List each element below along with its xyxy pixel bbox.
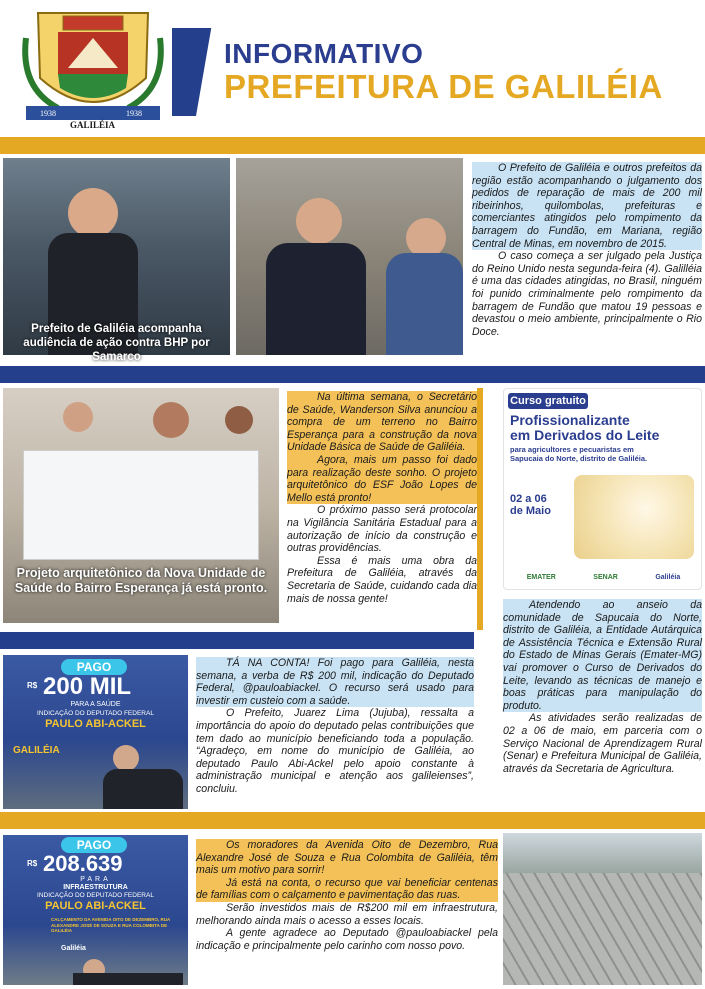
paid-badge: PAGO (61, 837, 127, 853)
course-title-line1: Profissionalizante (510, 412, 630, 428)
purpose-prefix: PARA (80, 876, 111, 883)
article-infra-p2: Já está na conta, o recurso que vai beneficiar centenas de famílias com o calçamento e pavimentação das ruas. (196, 876, 498, 902)
article-dairy-p2: As atividades serão realizadas de 02 a 06 de maio, em parceria com o Serviço Nacional de Aprendizagem Rural (Senar) e Prefeitura Municipal de Galiléia, através da Secretaria de Agricultura. (503, 712, 702, 775)
header-title-line2: PREFEITURA DE GALILÉIA (224, 68, 663, 105)
divider-bar-blue (0, 366, 705, 383)
photo-caption: Projeto arquitetônico da Nova Unidade de Saúde do Bairro Esperança já está pronto. (14, 566, 268, 595)
brand-name: Galiléia (61, 945, 86, 952)
logo-galileia: Galiléia (655, 573, 681, 581)
purpose-line: INFRAESTRUTURA (63, 884, 128, 891)
photo-paved-street (503, 833, 702, 985)
article-health-p1: Na última semana, o Secretário de Saúde, Wanderson Silva anunciou a compra de um terreno no Bairro Esperança para a construção da nova Unidade Básica de Saúde de Galiléia. (287, 391, 477, 454)
divider-bar-blue-short (0, 632, 474, 649)
article-dairy-p1: Atendendo ao anseio da comunidade de Sapucaia do Norte, distrito de Galiléia, a Entidade Autárquica de Assistência Técnica e Extensão Rural do Estado de Minas Gerais (Emater-MG) vai promover o Curso de Derivados do Leite, levando as técnicas de manejo e boas práticas para manipulação do produto. (503, 599, 702, 712)
course-title-line2: em Derivados do Leite (510, 427, 660, 443)
paid-badge: PAGO (61, 659, 127, 675)
course-sponsor-logos (508, 567, 699, 587)
divider-bar-gold (0, 137, 705, 154)
indication-line: INDICAÇÃO DO DEPUTADO FEDERAL (37, 892, 154, 899)
course-flyer (503, 388, 702, 590)
article-health-p2: Agora, mais um passo foi dado para realização deste sonho. O projeto arquitetônico do ESF João Lopes de Mello está pronto! (287, 453, 477, 504)
course-dates-line2: de Maio (510, 505, 551, 517)
photo-mayors-courtroom (236, 158, 463, 355)
article-health-payment (196, 657, 474, 796)
crest-ribbon: GALILÉIA (70, 120, 116, 130)
article-samarco (472, 162, 702, 338)
photo-caption: Prefeito de Galiléia acompanha audiência de ação contra BHP por Samarco (23, 323, 210, 363)
amount-prefix: R$ (27, 681, 38, 690)
divider-bar-gold-bottom (0, 812, 705, 829)
crest-year-right: 1938 (126, 109, 142, 118)
dairy-products-image (574, 475, 694, 559)
deputy-name: PAULO ABI-ACKEL (45, 900, 146, 912)
article-dairy-course (503, 599, 702, 775)
article-health-p3: O próximo passo será protocolar na Vigilância Sanitária Estadual para a autorização de início da construção e outras providências. (287, 504, 477, 555)
indication-line: INDICAÇÃO DO DEPUTADO FEDERAL (37, 710, 154, 717)
divider-vertical-gold (477, 388, 483, 630)
article-infra-p1: Os moradores da Avenida Oito de Dezembro, Rua Alexandre José de Souza e Rua Colombita de Galiléia, têm mais um motivo para sorrir! (196, 839, 498, 877)
photo-health-project (3, 388, 279, 623)
article-infra-p3: Serão investidos mais de R$200 mil em infraestrutura, melhorando ainda mais o acesso a esses locais. (196, 901, 498, 927)
purpose-line: PARA A SAÚDE (70, 701, 121, 708)
photo-mayor-hearing (3, 158, 230, 363)
amount-prefix: R$ (27, 859, 38, 868)
street-note: CALÇAMENTO DA AVENIDA OITO DE DEZEMBRO, RUA ALEXANDRE JOSÉ DE SOUZA E RUA COLOMBITA DE GALILÉIA (51, 917, 171, 933)
article-samarco-p2: O caso começa a ser julgado pela Justiça do Reino Unido nesta segunda-feira (4). Galilléia é uma das cidades atingidas, no Brasil, ninguém foi punido criminalmente pelo rompimento da barragem de Fundão que matou 19 pessoas e devastou o meio ambiente, principalmente o Rio Doce. (472, 250, 702, 338)
logo-senar: SENAR (593, 573, 618, 581)
article-samarco-p1: O Prefeito de Galiléia e outros prefeitos da região estão acompanhando o julgamento dos pedidos de reparação de mais de 200 mil ribeirinhos, quilombolas, prefeituras e comerciantes atingidos pelo rompimento da barragem do Fundão, em Mariana, região Central de Minas, em novembro de 2015. (472, 162, 702, 250)
amount-value: 200 MIL (43, 673, 132, 700)
article-infra-p4: A gente agradece ao Deputado @pauloabiackel pela indicação e principalmente pelo carinho com nosso povo. (196, 927, 498, 952)
logo-emater: EMATER (526, 573, 556, 581)
photo-payment-health (3, 655, 188, 809)
article-health-unit (287, 391, 477, 605)
article-payment-p2: O Prefeito, Juarez Lima (Jujuba), ressalta a importância do apoio do deputado pelas contribuições que tem dado ao município beneficiando toda a população. “Agradeço, em nome do município de Galiléia, ao deputado Paulo Abi-Ackel pelo apoio constante à administração municipal e atenção aos galileienses”, concluiu. (196, 707, 474, 795)
header-title-line1: INFORMATIVO (224, 38, 424, 69)
article-infrastructure (196, 839, 498, 952)
city-name: GALILÉIA (13, 745, 60, 756)
course-subtitle-line2: Sapucaia do Norte, distrito de Galiléia. (510, 454, 648, 463)
deputy-name: PAULO ABI-ACKEL (45, 718, 146, 730)
article-health-p4: Essa é mais uma obra da Prefeitura de Galiléia, através da Secretaria de Saúde, cuidando cada dia mais de nossa gente! (287, 554, 477, 605)
course-subtitle-line1: para agricultores e pecuaristas em (510, 445, 634, 454)
crest-year-left: 1938 (40, 109, 56, 118)
city-crest-logo (18, 8, 168, 130)
amount-value: 208.639 (43, 851, 123, 876)
photo-payment-infrastructure (3, 835, 188, 985)
article-payment-p1: TÁ NA CONTA! Foi pago para Galiléia, nesta semana, a verba de R$ 200 mil, indicação do Deputado Federal, @pauloabiackel. O recurso será usado para investir em custeio com a saúde. (196, 657, 474, 707)
course-dates-line1: 02 a 06 (510, 493, 547, 505)
course-badge: Curso gratuito (508, 393, 588, 409)
